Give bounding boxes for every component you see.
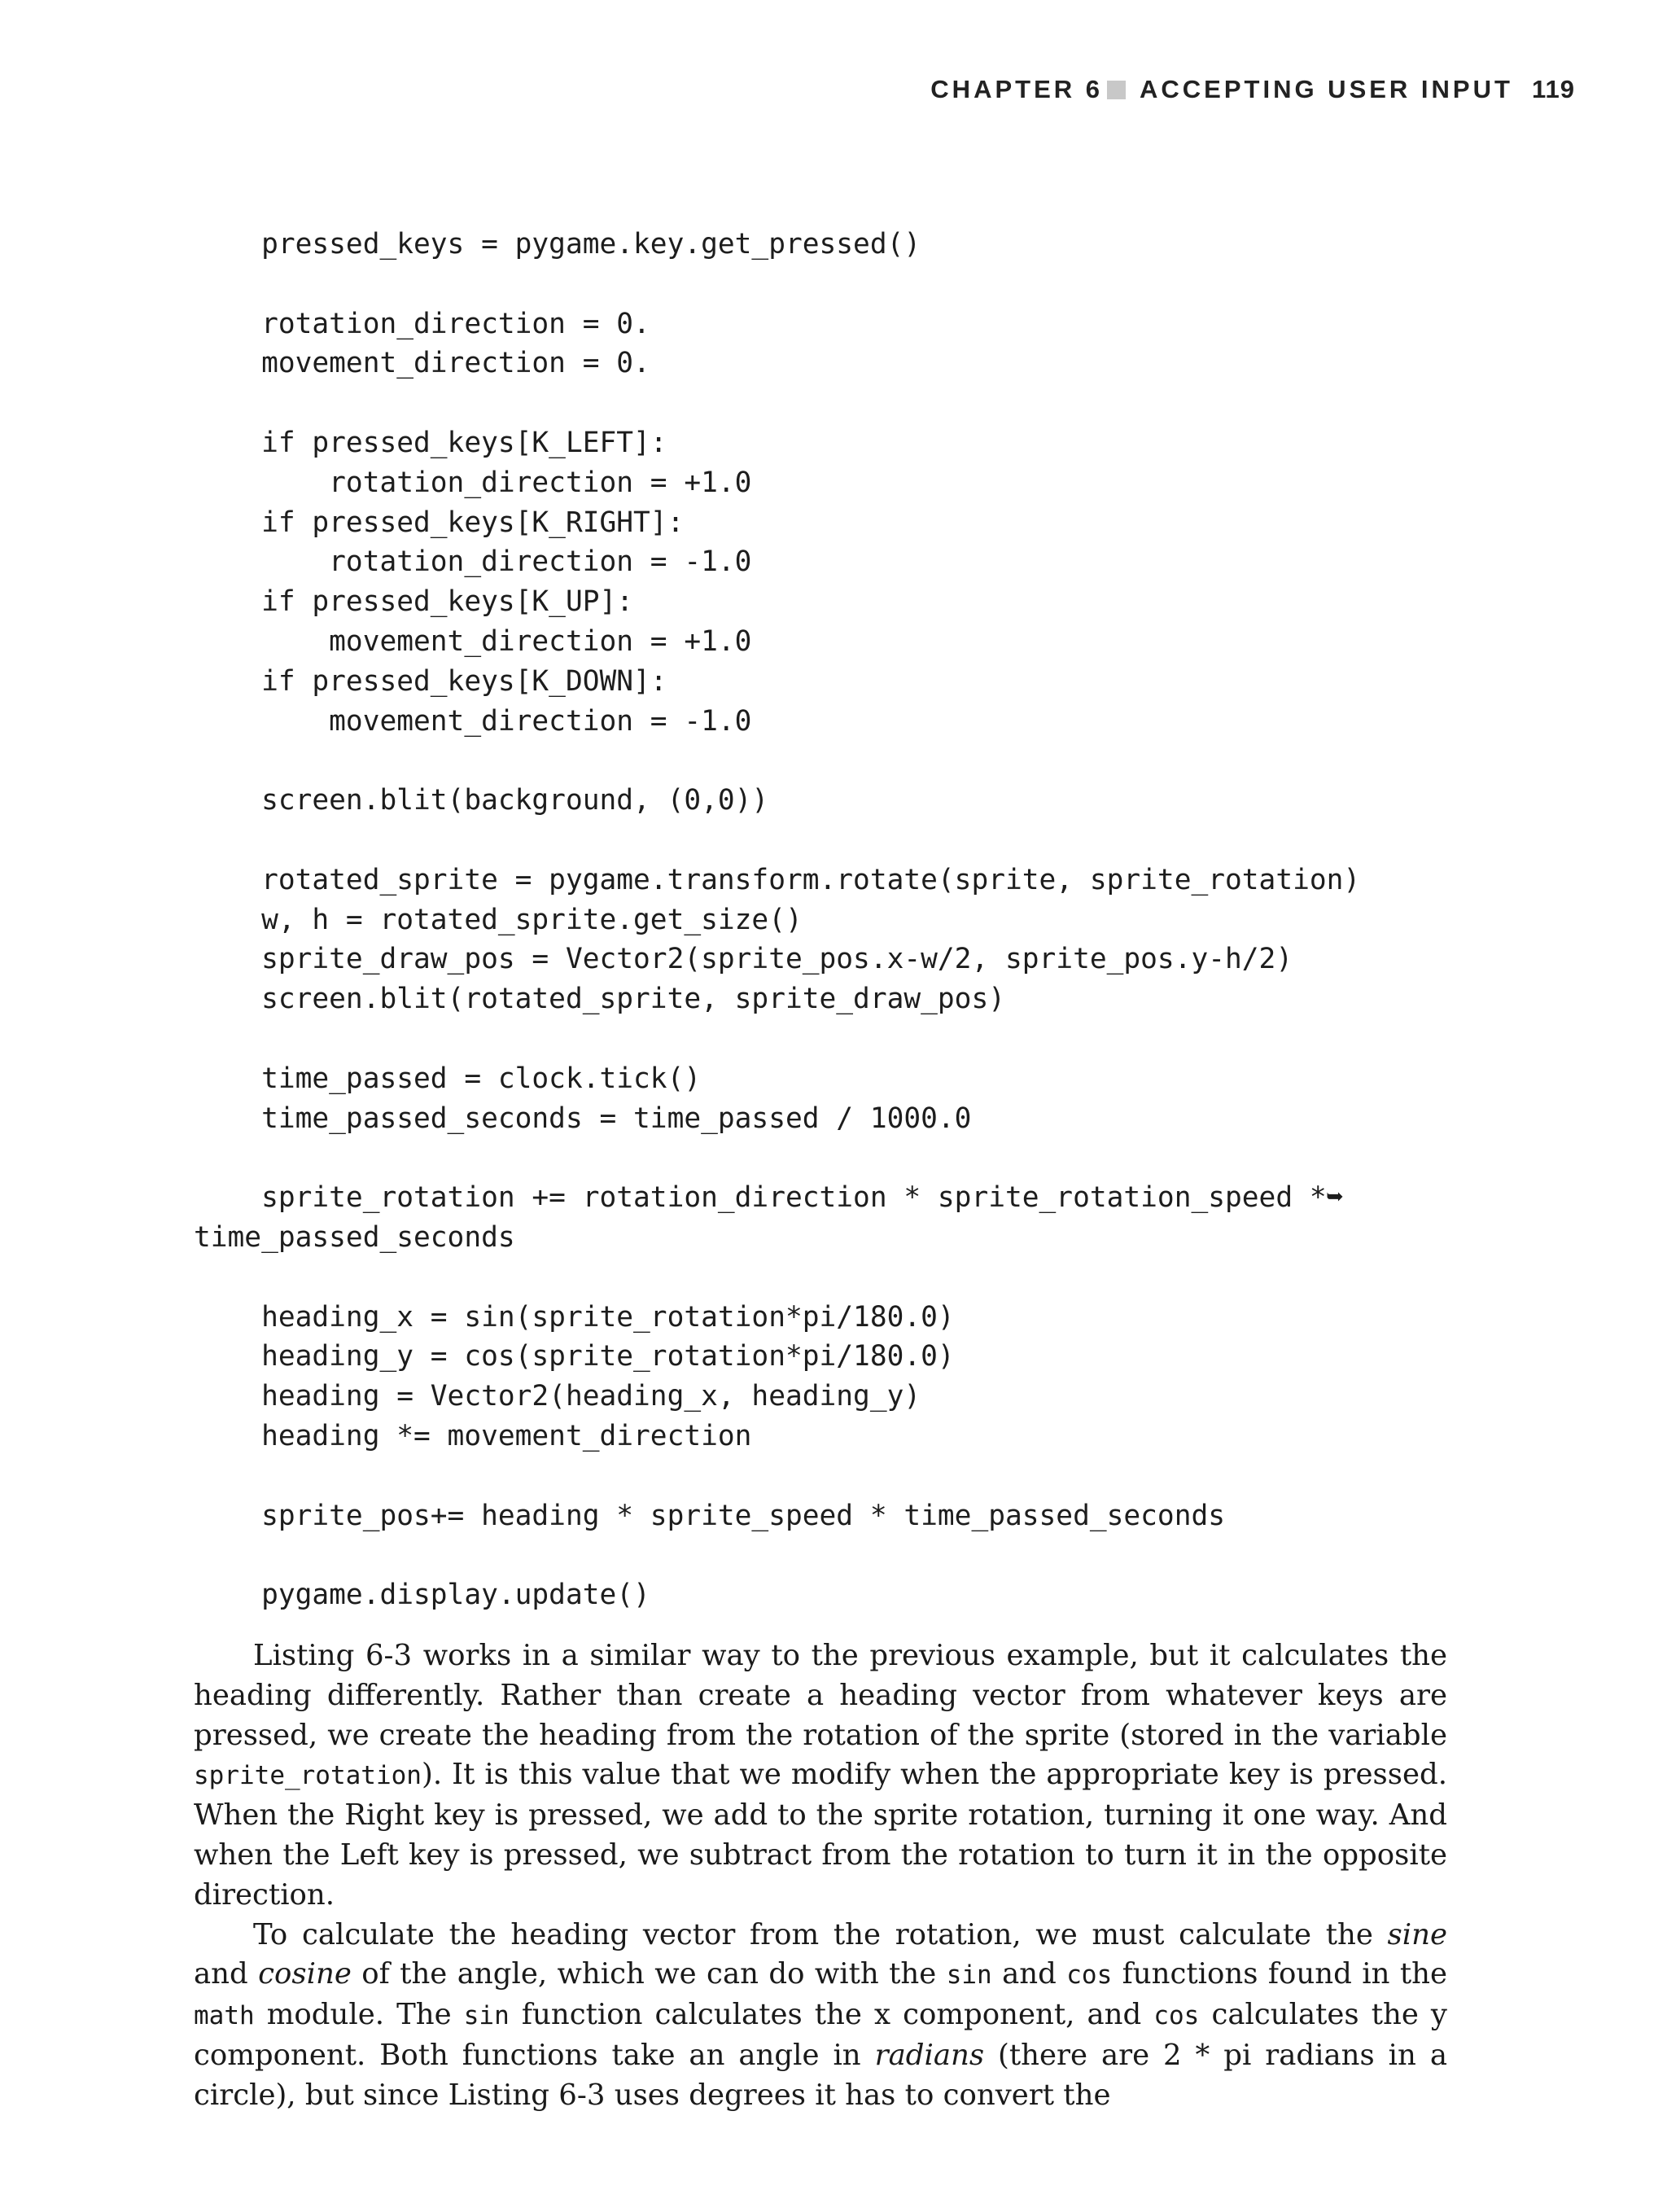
code-line: pressed_keys = pygame.key.get_pressed() [194, 228, 921, 261]
emphasis: sine [1387, 1917, 1447, 1951]
emphasis: cosine [258, 1957, 352, 1991]
inline-code: sin [946, 1960, 992, 1991]
code-line: heading = Vector2(heading_x, heading_y) [194, 1380, 921, 1413]
code-line [194, 821, 1464, 861]
code-line: if pressed_keys[K_UP]: [194, 585, 634, 619]
text-run: functions found in the [1112, 1957, 1447, 1991]
code-line: heading_y = cos(sprite_rotation*pi/180.0) [194, 1340, 955, 1373]
code-line: rotated_sprite = pygame.transform.rotate(sprite, sprite_rotation) [194, 863, 1361, 896]
code-line [194, 265, 1464, 304]
code-line: screen.blit(background, (0,0)) [194, 784, 769, 817]
inline-code: cos [1153, 2001, 1200, 2031]
code-line: movement_direction = +1.0 [194, 624, 752, 658]
text-run: Listing 6-3 works in a similar way to the previous example, but it calculates the heading differently. Rather than create a heading vector from whatever keys are pressed, we create the heading from the rotation of the sprite (stored in the variable [194, 1639, 1447, 1752]
code-line: sprite_pos+= heading * sprite_speed * time_passed_seconds [194, 1499, 1226, 1532]
code-listing [194, 225, 1464, 1615]
code-line: screen.blit(rotated_sprite, sprite_draw_pos) [194, 983, 1005, 1016]
code-line [194, 1138, 1464, 1178]
code-line [194, 1535, 1464, 1575]
code-line: movement_direction = 0. [194, 347, 650, 380]
code-line [194, 1258, 1464, 1298]
body-text [194, 1636, 1447, 2116]
chapter-label: CHAPTER 6 [930, 75, 1103, 103]
text-run: module. The [254, 1998, 464, 2032]
code-line [194, 741, 1464, 781]
code-line [194, 383, 1464, 423]
text-run: ). It is this value that we modify when the appropriate key is pressed. When the Right key is pressed, we add to the sprite rotation, turning it one way. And when the Left key is pressed, we subtract from the rotation to turn it in the opposite direction. [194, 1758, 1447, 1912]
code-line: rotation_direction = -1.0 [194, 545, 752, 579]
code-line: rotation_direction = 0. [194, 307, 650, 340]
code-line: pygame.display.update() [194, 1579, 650, 1612]
code-line: heading_x = sin(sprite_rotation*pi/180.0) [194, 1300, 955, 1334]
running-head [0, 75, 1667, 111]
code-line: heading *= movement_direction [194, 1419, 752, 1452]
code-line: sprite_rotation += rotation_direction * sprite_rotation_speed *➥ [194, 1181, 1344, 1215]
code-line: if pressed_keys[K_RIGHT]: [194, 506, 685, 539]
text-run: and [991, 1957, 1067, 1991]
inline-code: sprite_rotation [194, 1761, 422, 1791]
code-line [194, 1456, 1464, 1496]
code-line [194, 1019, 1464, 1059]
code-line: w, h = rotated_sprite.get_size() [194, 903, 803, 936]
inline-code: sin [463, 2001, 510, 2031]
emphasis: radians [874, 2038, 985, 2072]
text-run: function calculates the x component, and [509, 1998, 1154, 2032]
chapter-title: ACCEPTING USER INPUT [1140, 75, 1513, 103]
code-line: if pressed_keys[K_DOWN]: [194, 664, 667, 698]
code-line: time_passed = clock.tick() [194, 1062, 702, 1095]
text-run: and [194, 1957, 259, 1991]
code-line: if pressed_keys[K_LEFT]: [194, 426, 667, 459]
paragraph [194, 1916, 1447, 2116]
separator-square-icon [1107, 81, 1126, 99]
inline-code: cos [1066, 1960, 1113, 1991]
code-line: rotation_direction = +1.0 [194, 466, 752, 499]
page-number: 119 [1532, 75, 1576, 103]
code-line: time_passed_seconds = time_passed / 1000.0 [194, 1102, 972, 1135]
code-line: movement_direction = -1.0 [194, 704, 752, 738]
text-run: calculates the y component. Both functions take an angle in [194, 1998, 1447, 2072]
code-line: time_passed_seconds [194, 1220, 515, 1254]
code-line: sprite_draw_pos = Vector2(sprite_pos.x-w/2, sprite_pos.y-h/2) [194, 943, 1293, 976]
text-run: of the angle, which we can do with the [351, 1957, 947, 1991]
text-run: To calculate the heading vector from the rotation, we must calculate the [253, 1917, 1388, 1951]
inline-code: math [194, 2001, 255, 2031]
text-run: (there are 2 * pi radians in a circle), but since Listing 6-3 uses degrees it has to convert the [194, 2038, 1447, 2112]
paragraph [194, 1636, 1447, 1916]
